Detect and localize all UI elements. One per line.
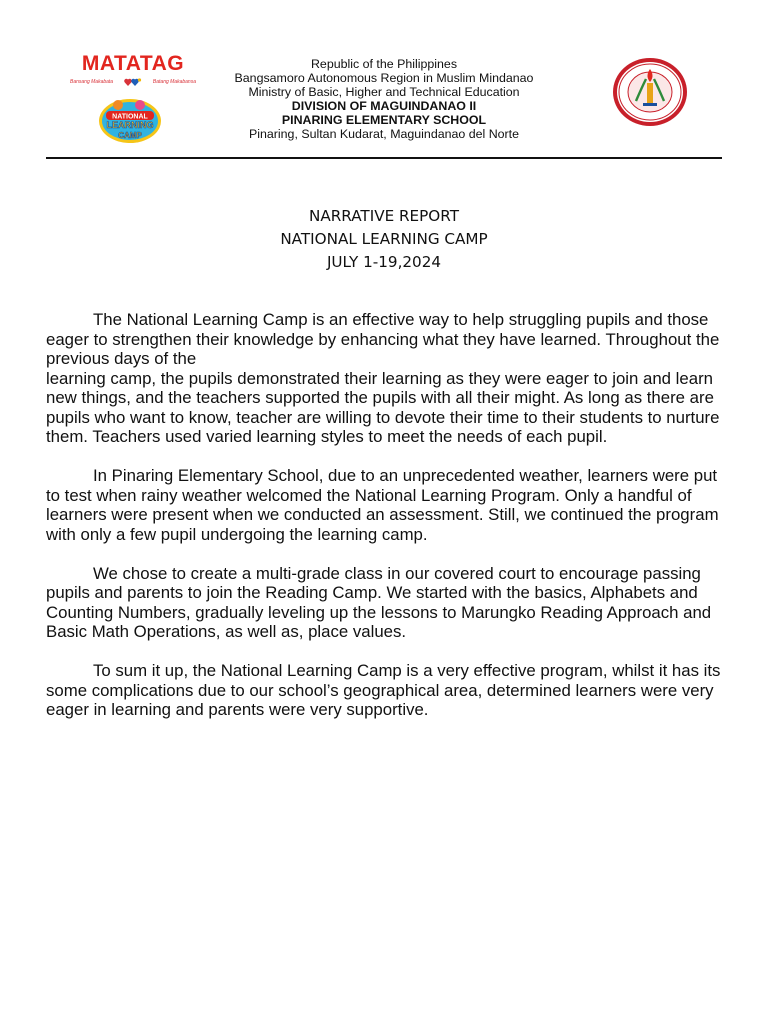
matatag-wordmark: MATATAG xyxy=(81,52,185,75)
national-learning-camp-logo xyxy=(96,93,164,145)
report-body xyxy=(46,310,724,739)
hearts-icon xyxy=(124,77,142,87)
paragraph-3 xyxy=(46,564,724,642)
paragraph-1 xyxy=(46,310,724,447)
paragraph-2 xyxy=(46,466,724,544)
paragraph-4-text: To sum it up, the National Learning Camp is a very effective program, whilst it has its some complications due to our school’s geographical area, determined learners were very eager in learning and parents were very supportive. xyxy=(46,661,721,719)
nlc-logo-line2: LEARNING xyxy=(106,120,154,130)
paragraph-1-text-a: The National Learning Camp is an effective way to help struggling pupils and those eager to strengthen their knowledge by enhancing what they have learned. Throughout the previous days of the xyxy=(46,310,720,368)
paragraph-1-text-b: learning camp, the pupils demonstrated their learning as they were eager to join and learn new things, and the teachers supported the pupils with all their might. As long as there are pupils who want to know, teacher are willing to devote their time to their students to nurture them. Teachers used varied learning styles to meet the needs of each pupil. xyxy=(46,368,720,446)
paragraph-4 xyxy=(46,661,724,720)
nlc-logo-line1: NATIONAL xyxy=(112,113,148,121)
header-line-republic: Republic of the Philippines xyxy=(310,57,458,71)
header-divider xyxy=(46,157,722,159)
matatag-tagline-left: Bansang Makabata xyxy=(70,79,114,85)
matatag-logo xyxy=(68,53,198,87)
header-line-ministry: Ministry of Basic, Higher and Technical Education xyxy=(248,85,520,99)
matatag-tagline-right: Batang Makabansa xyxy=(152,79,196,85)
matatag-tagline xyxy=(68,77,198,87)
school-seal-logo xyxy=(612,57,688,127)
header-line-school: PINARING ELEMENTARY SCHOOL xyxy=(281,113,487,127)
paragraph-2-text: In Pinaring Elementary School, due to an unprecedented weather, learners were put to test when rainy weather welcomed the National Learning Program. Only a handful of learners were present when we conducted an assessment. Still, we continued the program with only a few pupil undergoing the learning camp. xyxy=(46,466,719,544)
title-line-2: NATIONAL LEARNING CAMP xyxy=(280,230,488,248)
header-line-division: DIVISION OF MAGUINDANAO II xyxy=(291,99,477,113)
title-line-3: JULY 1-19,2024 xyxy=(326,253,442,271)
report-title xyxy=(0,205,768,274)
paragraph-1-part-a xyxy=(46,310,724,369)
paragraph-3-text: We chose to create a multi-grade class in our covered court to encourage passing pupils and parents to join the Reading Camp. We started with the basics, Alphabets and Counting Numbers, gradually leveling up the lessons to Marungko Reading Approach and Basic Math Operations, as well as, place values. xyxy=(46,563,712,641)
header-line-address: Pinaring, Sultan Kudarat, Maguindanao del Norte xyxy=(248,127,520,141)
title-line-1: NARRATIVE REPORT xyxy=(308,207,459,225)
header-line-barmm: Bangsamoro Autonomous Region in Muslim Mindanao xyxy=(234,71,534,85)
nlc-logo-line3: CAMP xyxy=(118,131,142,140)
letterhead-text xyxy=(214,57,554,141)
